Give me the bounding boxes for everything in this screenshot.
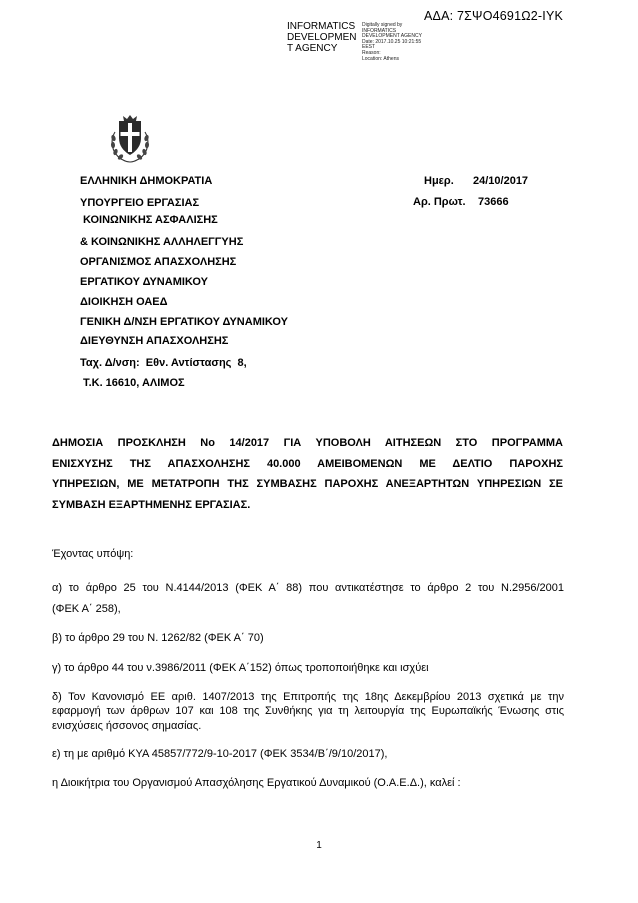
signature-detail-line: Date: 2017.10.25 10:21:55 [362, 38, 422, 45]
protocol-label: Αρ. Πρωτ. [413, 196, 466, 208]
signature-details [362, 23, 437, 62]
invitation-line: η Διοικήτρια του Οργανισμού Απασχόλησης Εργατικού Δυναμικού (Ο.Α.Ε.Δ.), καλεί : [52, 777, 461, 789]
signature-detail-line: Digitally signed by [362, 22, 403, 28]
sender-line: ΓΕΝΙΚΗ Δ/ΝΣΗ ΕΡΓΑΤΙΚΟΥ ΔΥΝΑΜΙΚΟΥ [80, 316, 288, 328]
title-line: ΔΗΜΟΣΙΑ ΠΡΟΣΚΛΗΣΗ Νο 14/2017 ΓΙΑ ΥΠΟΒΟΛΗ ΑΙΤΗΣΕΩΝ ΣΤΟ ΠΡΟΓΡΑΜΜΑ [52, 437, 563, 449]
signature-org-line: INFORMATICS [287, 21, 356, 32]
title-line: ΣΥΜΒΑΣΗ ΕΞΑΡΤΗΜΕΝΗΣ ΕΡΓΑΣΙΑΣ. [52, 499, 251, 511]
greek-coat-of-arms-icon [107, 114, 153, 164]
signature-organization [287, 21, 357, 54]
signature-detail-line: Reason: [362, 49, 381, 56]
signature-org-line: DEVELOPMEN [287, 32, 357, 43]
ada-code: ΑΔΑ: 7ΣΨΟ4691Ω2-ΙΥΚ [424, 9, 564, 23]
sender-line: Τ.Κ. 16610, ΑΛΙΜΟΣ [80, 377, 185, 389]
clause-c: γ) το άρθρο 44 του ν.3986/2011 (ΦΕΚ Α΄152) όπως τροποποιήθηκε και ισχύει [52, 662, 429, 674]
clause-d: δ) Τον Κανονισμό ΕΕ αριθ. 1407/2013 της Επιτροπής της 18ης Δεκεμβρίου 2013 σχετικά με την [52, 691, 564, 703]
title-line: ΥΠΗΡΕΣΙΩΝ, ΜΕ ΜΕΤΑΤΡΟΠΗ ΤΗΣ ΣΥΜΒΑΣΗΣ ΠΑΡΟΧΗΣ ΑΝΕΞΑΡΤΗΤΩΝ ΥΠΗΡΕΣΙΩΝ ΣΕ [52, 478, 563, 490]
signature-detail-line: DEVELOPMENT AGENCY [362, 33, 422, 40]
clause-a-continued: (ΦΕΚ Α΄ 258), [52, 603, 121, 615]
title-line: ΕΝΙΣΧΥΣΗΣ ΤΗΣ ΑΠΑΣΧΟΛΗΣΗΣ 40.000 ΑΜΕΙΒΟΜΕΝΩΝ ΜΕ ΔΕΛΤΙΟ ΠΑΡΟΧΗΣ [52, 458, 563, 470]
clause-d-continued: ενισχύσεις ήσσονος σημασίας. [52, 720, 202, 732]
signature-detail-line: Location: Athens [362, 55, 399, 62]
sender-line: ΥΠΟΥΡΓΕΙΟ ΕΡΓΑΣΙΑΣ [80, 197, 200, 209]
clause-e: ε) τη με αριθμό ΚΥΑ 45857/772/9-10-2017 (ΦΕΚ 3534/Β΄/9/10/2017), [52, 748, 388, 760]
sender-line: ΔΙΕΥΘΥΝΣΗ ΑΠΑΣΧΟΛΗΣΗΣ [80, 335, 229, 347]
sender-line: ΚΟΙΝΩΝΙΚΗΣ ΑΣΦΑΛΙΣΗΣ [80, 214, 218, 226]
page-number: 1 [316, 840, 322, 851]
date-label: Ημερ. [424, 175, 454, 187]
sender-line: ΕΡΓΑΤΙΚΟΥ ΔΥΝΑΜΙΚΟΥ [80, 276, 208, 288]
clause-b: β) το άρθρο 29 του Ν. 1262/82 (ΦΕΚ Α΄ 70) [52, 632, 264, 644]
protocol-value: 73666 [478, 196, 509, 208]
date-value: 24/10/2017 [473, 175, 529, 187]
sender-line: ΔΙΟΙΚΗΣΗ ΟΑΕΔ [80, 296, 168, 308]
sender-line: ΟΡΓΑΝΙΣΜΟΣ ΑΠΑΣΧΟΛΗΣΗΣ [80, 256, 237, 268]
clause-d-continued: εφαρμογή των άρθρων 107 και 108 της Συνθήκης για τη λειτουργία της Ευρωπαϊκής Ένωσης στις [52, 705, 564, 717]
considering-heading: Έχοντας υπόψη: [52, 548, 134, 560]
sender-line: Ταχ. Δ/νση: Εθν. Αντίστασης 8, [80, 357, 247, 369]
sender-line: ΕΛΛΗΝΙΚΗ ΔΗΜΟΚΡΑΤΙΑ [80, 175, 213, 187]
signature-detail-line: INFORMATICS [362, 27, 397, 34]
signature-org-line: T AGENCY [287, 43, 338, 54]
clause-a: α) το άρθρο 25 του Ν.4144/2013 (ΦΕΚ Α΄ 88) που αντικατέστησε το άρθρο 2 του Ν.2956/2001 [52, 582, 564, 594]
sender-line: & ΚΟΙΝΩΝΙΚΗΣ ΑΛΛΗΛΕΓΓΥΗΣ [80, 236, 244, 248]
signature-detail-line: EEST [362, 44, 376, 51]
